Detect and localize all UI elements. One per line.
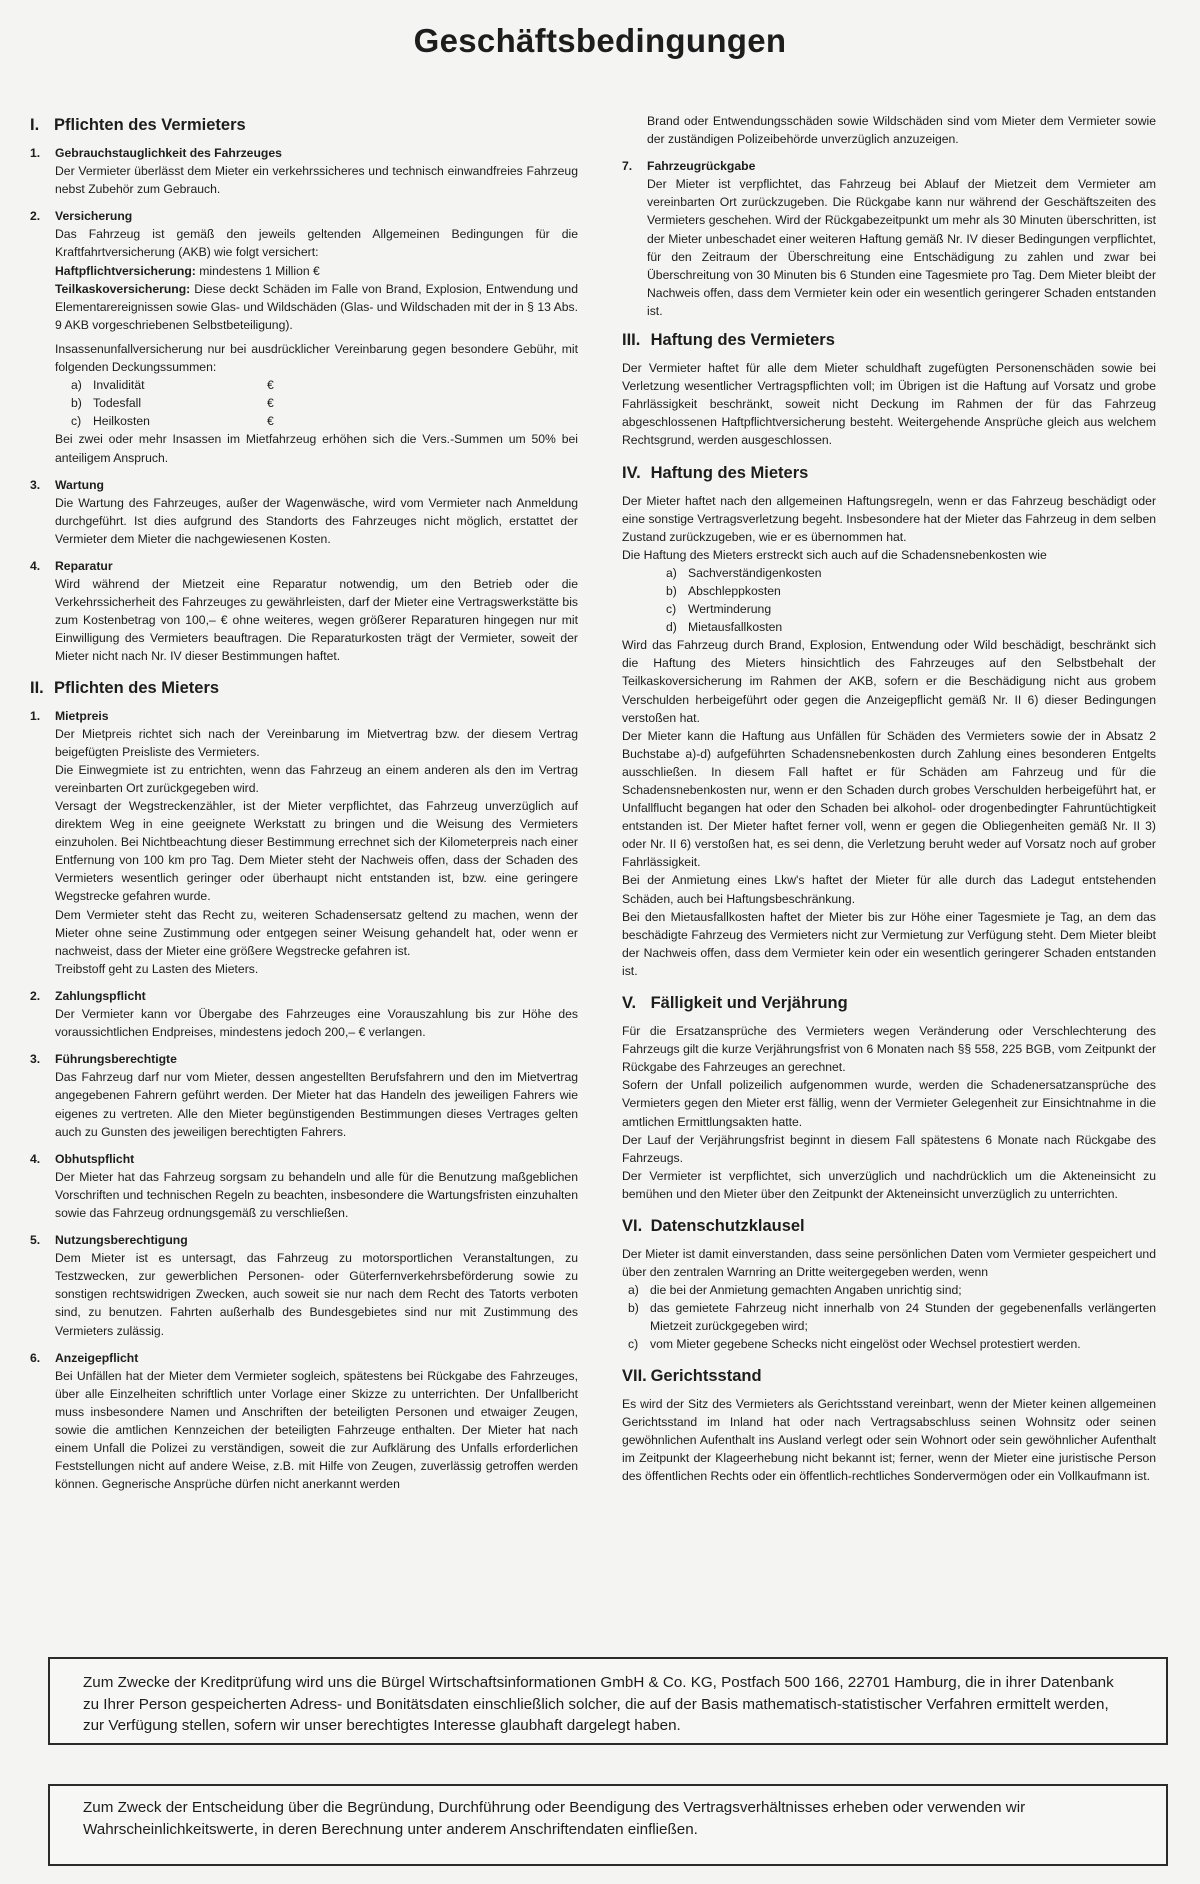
clause-heading: Gebrauchstauglichkeit des Fahrzeuges	[55, 146, 282, 160]
section-heading: IV. Haftung des Mieters	[622, 463, 809, 482]
section-datenschutz	[622, 1215, 1156, 1354]
clause-text: Brand oder Entwendungsschäden sowie Wildschäden sind vom Mieter dem Vermieter sowie der zuständigen Polizeibehörde unverzüglich anzuzeigen.	[647, 114, 1156, 147]
section-text: Für die Ersatzansprüche des Vermieters wegen Veränderung oder Verschlechterung des Fahrzeugs gilt die kurze Verjährungsfrist von 6 Monaten nach §§ 558, 225 BGB, vom Zeitpunkt der Rückgabe des Fahrzeuges an gerechnet.	[622, 1024, 1156, 1075]
clause-text: Der Mieter ist verpflichtet, das Fahrzeug bei Ablauf der Mietzeit dem Vermieter am vereinbarten Ort zurückzugeben. Die Rückgabe kann nur während der Geschäftszeiten des Vermieters geschehen. Wird der Rückgabezeitpunkt um mehr als 30 Minuten überschritten, ist der Mieter unbeschadet einer weiteren Haftung gemäß Nr. IV dieser Bedingungen verpflichtet, für den Zeitraum der Überschreitung eine Entschädigung zu zahlen und zwar bei Überschreitung von 30 Minuten bis 6 Stunden eine Tagesmiete pro Tag. Dem Mieter bleibt der Nachweis offen, dass dem Vermieter kein oder ein wesentlich geringerer Schaden entstanden ist.	[647, 177, 1156, 318]
deckungssummen-list	[55, 376, 578, 430]
section-text: Die Haftung des Mieters erstreckt sich auch auf die Schadensnebenkosten wie	[622, 547, 1047, 562]
clause-heading: Führungsberechtigte	[55, 1052, 177, 1067]
page-title: Geschäftsbedingungen	[413, 22, 787, 59]
section-text: Der Mieter kann die Haftung aus Unfällen für Schäden des Vermieters sowie der in Absatz 2 Buchstabe a)-d) aufgeführten Schadensnebenkosten durch Zahlung eines besonderen Entgelts ausschließen. In diesem Fall haftet er für Schäden am Fahrzeug und für die Schadensnebenkosten nur, wenn er den Schaden durch grobes Verschulden herbeigeführt hat, er Unfallflucht begangen hat oder den Schaden bei alkohol- oder drogenbedingter Fahruntüchtigkeit entstanden ist. Der Mieter haftet ferner voll, wenn er gegen die Obliegenheiten gemäß Nr. II 3) oder Nr. II 6) verstoßen hat, es sei denn, die Verletzung beruht weder auf Vorsatz noch auf grober Fahrlässigkeit.	[622, 728, 1156, 870]
section-vermieter-pflichten	[30, 114, 578, 666]
list-item: b) Abschleppkosten	[666, 583, 781, 598]
clause-wartung: 3. Wartung Die Wartung des Fahrzeuges, außer der Wagenwäsche, wird vom Vermieter nach Anmeldung durchgeführt. Ist dies aufgrund des Standorts des Fahrzeuges nicht möglich, erstattet der Vermieter dem Mieter die nachgewiesenen Kosten.	[30, 476, 578, 548]
section-text: Der Vermieter ist verpflichtet, sich unverzüglich und nachdrücklich um die Akteneinsicht zu bemühen und den Mieter über den Zeitpunkt der Akteneinsicht unverzüglich zu unterrichten.	[622, 1168, 1156, 1201]
clause-text: Haftpflichtversicherung: mindestens 1 Million €	[55, 263, 320, 278]
section-heading: VII. Gerichtsstand	[622, 1366, 762, 1385]
section-text: Der Lauf der Verjährungsfrist beginnt in diesem Fall spätestens 6 Monate nach Rückgabe des Fahrzeugs.	[622, 1132, 1156, 1165]
list-item: d) Mietausfallkosten	[666, 620, 783, 635]
section-text: Der Vermieter haftet für alle dem Mieter schuldhaft zugefügten Personenschäden sowie bei Verletzung wesentlicher Vertragspflichten voll; im Übrigen ist die Haftung auf Vorsatz und grobe Fahrlässigkeit beschränkt, soweit nicht Deckung im Rahmen der für das Fahrzeug abgeschlossenen Haftpflichtversicherung besteht. Weitergehende Ansprüche gleich aus welchem Rechtsgrund, werden ausgeschlossen.	[622, 361, 1156, 448]
clause-heading: Anzeigepflicht	[55, 1350, 139, 1365]
clause-text: Der Mieter hat das Fahrzeug sorgsam zu behandeln und alle für die Benutzung maßgeblichen Vorschriften und technischen Regeln zu beachten, insbesondere die Wartungsfristen einzuhalten sowie das Fahrzeug ordnungsgemäß zu verschließen.	[55, 1169, 578, 1220]
clause-text: Die Einwegmiete ist zu entrichten, wenn das Fahrzeug an einem anderen als den im Vertrag vereinbarten Ort zurückgegeben wird.	[55, 762, 578, 795]
clause-text: Dem Mieter ist es untersagt, das Fahrzeug zu motorsportlichen Veranstaltungen, zu Testzwecken, zur gewerblichen Personen- oder Güterfernverkehrsbeförderung sowie zu sonstigen rechtswidrigen Zwecken, auch soweit sie nur nach dem Recht des Tatorts verboten sind, zu benutzen. Fahrten außerhalb des Bundesgebietes sind nur mit Zustimmung des Vermieters zulässig.	[55, 1251, 578, 1338]
clause-heading: Fahrzeugrückgabe	[647, 159, 756, 174]
clause-heading: Mietpreis	[55, 708, 109, 723]
clause-versicherung: 2. Versicherung Das Fahrzeug ist gemäß den jeweils geltenden Allgemeinen Bedingungen für die Kraftfahrtversicherung (AKB) wie folgt versichert: Haftpflichtversicherung: mindestens 1 Million € Teilkaskoversicherung: Diese deckt Schäden im Falle von Brand, Explosion, Entwendung und Elementarereignissen sowie Glas- und Wildschäden (Glas- und Wildschaden mit der in § 13 Abs. 9 AKB vorgeschriebenen Selbstbeteiligung). Insassenunfallversicherung nur bei ausdrücklicher Vereinbarung gegen besondere Gebühr, mit folgenden Deckungssummen: a) Invalidität € b) Todesfall € c) Heilkosten € Bei zwei oder mehr Insassen im Mietfahrzeug erhöhen sich die Vers.-Summen um 50% bei anteiligem Anspruch.	[30, 207, 578, 466]
list-item: c) Wertminderung	[666, 602, 772, 617]
list-item: a) die bei der Anmietung gemachten Angaben unrichtig sind;	[628, 1283, 962, 1298]
clause-text: Bei Unfällen hat der Mieter dem Vermieter sogleich, spätestens bei Rückgabe des Fahrzeuges, über alle Einzelheiten schriftlich unter Vorlage einer Skizze zu unterrichten. Der Unfallbericht muss insbesondere Namen und Anschriften der beteiligten Personen und etwaiger Zeugen, sowie die amtlichen Kennzeichen der beteiligten Fahrzeuge enthalten. Der Mieter hat nach einem Unfall die Polizei zu verständigen, soweit die zur Aufklärung des Unfalls erforderlichen Feststellungen nicht auf andere Weise, z.B. mit Hilfe von Zeugen, zuverlässig getroffen werden können. Gegnerische Ansprüche dürfen nicht anerkannt werden	[55, 1368, 578, 1492]
clause-text: Das Fahrzeug ist gemäß den jeweils geltenden Allgemeinen Bedingungen für die Kraftfahrtversicherung (AKB) wie folgt versichert:	[55, 227, 578, 260]
clause-text: Teilkaskoversicherung: Diese deckt Schäden im Falle von Brand, Explosion, Entwendung und Elementarereignissen sowie Glas- und Wildschäden (Glas- und Wildschaden mit der in § 13 Abs. 9 AKB vorgeschriebenen Selbstbeteiligung).	[55, 281, 578, 332]
credit-check-notice	[48, 1657, 1168, 1745]
section-text: Bei der Anmietung eines Lkw's haftet der Mieter für alle durch das Ladegut entstehenden Schäden, auch bei Haftungsbeschränkung.	[622, 873, 1156, 906]
clause-heading: Wartung	[55, 477, 104, 492]
notice-text: Zum Zwecke der Kreditprüfung wird uns die Bürgel Wirtschaftsinformationen GmbH & Co. KG, Postfach 500 166, 22701 Hamburg, die in ihrer Datenbank zu Ihrer Person gespeicherten Adress- und Bonitätsdaten einschließlich solcher, die auf der Basis mathematisch-statistischer Verfahren ermittelt werden, zur Verfügung stellen, sofern wir unser berechtigtes Interesse glaubhaft dargelegt haben.	[83, 1674, 1114, 1734]
list-item: a) Sachverständigenkosten	[666, 565, 822, 580]
section-heading: II. Pflichten des Mieters	[30, 678, 220, 697]
clause-zahlungspflicht: 2. Zahlungspflicht Der Vermieter kann vor Übergabe des Fahrzeuges eine Vorauszahlung bis zur Höhe des voraussichtlichen Endpreises, mindestens jedoch 200,– € verlangen.	[30, 987, 578, 1041]
list-item: c) vom Mieter gegebene Schecks nicht eingelöst oder Wechsel protestiert werden.	[628, 1337, 1081, 1352]
clause-text: Versagt der Wegstreckenzähler, ist der Mieter verpflichtet, das Fahrzeug unverzüglich auf direktem Weg in eine geeignete Werkstatt zu bringen und die Weisung des Vermieters einzuholen. Bei Nichtbeachtung dieser Bestimmung errechnet sich der Kilometerpreis nach einer Entfernung von 100 km pro Tag. Dem Mieter steht der Nachweis offen, dass der Schaden des Vermieters wesentlich geringer oder überhaupt nicht entstanden ist, bzw. eine geringere Wegstrecke gefahren wurde.	[55, 799, 578, 904]
clause-obhutspflicht: 4. Obhutspflicht Der Mieter hat das Fahrzeug sorgsam zu behandeln und alle für die Benutzung maßgeblichen Vorschriften und technischen Regeln zu beachten, insbesondere die Wartungsfristen einzuhalten sowie das Fahrzeug ordnungsgemäß zu verschließen.	[30, 1150, 578, 1222]
clause-heading: Obhutspflicht	[55, 1151, 135, 1166]
clause-nutzungsberechtigung: 5. Nutzungsberechtigung Dem Mieter ist es untersagt, das Fahrzeug zu motorsportlichen Veranstaltungen, zu Testzwecken, zur gewerblichen Personen- oder Güterfernverkehrsbeförderung sowie zu sonstigen rechtswidrigen Zwecken, auch soweit sie nur nach dem Recht des Tatorts verboten sind, zu benutzen. Fahrten außerhalb des Bundesgebietes sind nur mit Zustimmung des Vermieters zulässig.	[30, 1231, 578, 1340]
clause-heading: Versicherung	[55, 209, 133, 224]
section-faelligkeit	[622, 992, 1156, 1203]
clause-text: Treibstoff geht zu Lasten des Mieters.	[55, 961, 259, 976]
section-heading: III. Haftung des Vermieters	[622, 331, 835, 350]
clause-fuehrungsberechtigte: 3. Führungsberechtigte Das Fahrzeug darf nur vom Mieter, dessen angestellten Berufsfahrern und den im Mietvertrag angegebenen Fahrern geführt werden. Der Mieter hat das Handeln des jeweiligen Fahrers wie eigenes zu vertreten. Alle den Mieter begünstigenden Bestimmungen dieses Vertrages gelten auch zu Gunsten des jeweiligen berechtigten Fahrers.	[30, 1050, 578, 1140]
section-text: Der Mieter haftet nach den allgemeinen Haftungsregeln, wenn er das Fahrzeug beschädigt oder eine sonstige Vertragsverletzung begeht. Insbesondere hat der Mieter das Fahrzeug in dem selben Zustand zurückzugeben, wie er es übernommen hat.	[622, 493, 1156, 544]
section-text: Wird das Fahrzeug durch Brand, Explosion, Entwendung oder Wild beschädigt, beschränkt sich die Haftung des Mieters hinsichtlich des Fahrzeuges auf den Selbstbehalt der Teilkaskoversicherung im Rahmen der AKB, sofern er die Beschädigung nicht aus grobem Verschulden herbeigeführt oder gegen die Anzeigepflicht gemäß Nr. II 6) dieser Bedingungen verstoßen hat.	[622, 638, 1156, 725]
list-item: b) das gemietete Fahrzeug nicht innerhalb von 24 Stunden der gegebenenfalls verlängerten Mietzeit zurückgegeben wird;	[628, 1301, 1156, 1334]
section-gerichtsstand	[622, 1365, 1156, 1485]
list-item: c) Heilkosten €	[71, 414, 274, 429]
list-item: a) Invalidität €	[71, 378, 274, 393]
section-haftung-mieter	[622, 462, 1156, 981]
section-text: Der Mieter ist damit einverstanden, dass seine persönlichen Daten vom Vermieter gespeichert und über den zentralen Warnring an Dritte weitergegeben werden, wenn	[622, 1246, 1156, 1280]
clause-text: Insassenunfallversicherung nur bei ausdrücklicher Vereinbarung gegen besondere Gebühr, mit folgenden Deckungssummen:	[55, 341, 578, 375]
section-text: Es wird der Sitz des Vermieters als Gerichtsstand vereinbart, wenn der Mieter keinen allgemeinen Gerichtsstand im Inland hat oder nach Vertragsabschluss seinen Wohnsitz oder seinen gewöhnlichen Aufenthalt ins Ausland verlegt oder sein Wohnort oder sein gewöhnlicher Aufenthalt im Zeitpunkt der Klageerhebung nicht bekannt ist; ferner, wenn der Mieter eine juristische Person des öffentlichen Rechts oder ein öffentlich-rechtliches Sondervermögen oder ein Vollkaufmann ist.	[622, 1396, 1156, 1483]
clause-text: Der Vermieter kann vor Übergabe des Fahrzeuges eine Vorauszahlung bis zur Höhe des voraussichtlichen Endpreises, mindestens jedoch 200,– € verlangen.	[55, 1007, 578, 1040]
section-text: Bei den Mietausfallkosten haftet der Mieter bis zur Höhe einer Tagesmiete je Tag, an dem das beschädigte Fahrzeug des Vermieters nicht zur Vermietung zur Verfügung steht. Dem Mieter bleibt der Nachweis offen, dass dem Vermieter kein oder ein wesentlich geringerer Schaden entstanden ist.	[622, 909, 1156, 978]
clause-heading: Nutzungsberechtigung	[55, 1233, 188, 1248]
left-column	[30, 108, 578, 1504]
section-heading: VI. Datenschutzklausel	[622, 1216, 805, 1235]
schadensnebenkosten-list	[622, 564, 1156, 636]
section-text: Sofern der Unfall polizeilich aufgenommen wurde, werden die Schadenersatzansprüche des Vermieters gegen den Mieter erst fällig, wenn der Vermieter Gelegenheit zur Einsichtnahme in die amtlichen Ermittlungsakten hatte.	[622, 1078, 1156, 1129]
clause-text: Wird während der Mietzeit eine Reparatur notwendig, um den Betrieb oder die Verkehrssicherheit des Fahrzeuges zu gewährleisten, darf der Mieter eine Vertragswerkstätte bis zum Kostenbetrag von 100,– € ohne weiteres, wegen größerer Reparaturen hingegen nur mit Einwilligung des Vermieters beauftragen. Die Reparaturkosten trägt der Vermieter, soweit der Mieter nicht nach Nr. IV dieser Bestimmungen haftet.	[55, 577, 578, 664]
datenschutz-list	[622, 1281, 1156, 1353]
section-heading: V. Fälligkeit und Verjährung	[622, 994, 848, 1013]
clause-heading: Zahlungspflicht	[55, 988, 146, 1003]
clause-text: Die Wartung des Fahrzeuges, außer der Wagenwäsche, wird vom Vermieter nach Anmeldung durchgeführt. Ist dies aufgrund des Standorts des Fahrzeuges nicht möglich, erstattet der Vermieter dem Mieter die nachgewiesenen Kosten.	[55, 495, 578, 546]
clause-fahrzeugrueckgabe: 7. Fahrzeugrückgabe Der Mieter ist verpflichtet, das Fahrzeug bei Ablauf der Mietzeit dem Vermieter am vereinbarten Ort zurückzugeben. Die Rückgabe kann nur während der Geschäftszeiten des Vermieters geschehen. Wird der Rückgabezeitpunkt um mehr als 30 Minuten überschritten, ist der Mieter unbeschadet einer weiteren Haftung gemäß Nr. IV dieser Bedingungen verpflichtet, für den Zeitraum der Überschreitung eine Entschädigung zu zahlen und zwar bei Überschreitung von 30 Minuten bis 6 Stunden eine Tagesmiete pro Tag. Dem Mieter bleibt der Nachweis offen, dass dem Vermieter kein oder ein wesentlich geringerer Schaden entstanden ist.	[622, 157, 1156, 320]
list-item: b) Todesfall €	[71, 396, 274, 411]
clause-mietpreis: 1. Mietpreis Der Mietpreis richtet sich nach der Vereinbarung im Mietvertrag bzw. der diesem Vertrag beigefügten Preisliste des Vermieters. Die Einwegmiete ist zu entrichten, wenn das Fahrzeug an einem anderen als den im Vertrag vereinbarten Ort zurückgegeben wird. Versagt der Wegstreckenzähler, ist der Mieter verpflichtet, das Fahrzeug unverzüglich auf direktem Weg in eine geeignete Werkstatt zu bringen und die Weisung des Vermieters einzuholen. Bei Nichtbeachtung dieser Bestimmung errechnet sich der Kilometerpreis nach einer Entfernung von 100 km pro Tag. Dem Mieter steht der Nachweis offen, dass der Schaden des Vermieters wesentlich geringer oder überhaupt nicht entstanden ist, bzw. eine geringere Wegstrecke gefahren wurde. Dem Vermieter steht das Recht zu, weiteren Schadensersatz geltend zu machen, wenn der Mieter ohne seine Zustimmung oder entgegen seiner Weisung gehandelt hat, oder wenn er nachweist, dass der Mieter eine größere Wegstrecke gefahren ist. Treibstoff geht zu Lasten des Mieters.	[30, 707, 578, 978]
clause-text: Der Vermieter überlässt dem Mieter ein verkehrssicheres und technisch einwandfreies Fahrzeug nebst Zubehör zum Gebrauch.	[55, 164, 578, 197]
clause-text: Der Mietpreis richtet sich nach der Vereinbarung im Mietvertrag bzw. der diesem Vertrag beigefügten Preisliste des Vermieters.	[55, 726, 578, 759]
probability-notice	[48, 1784, 1168, 1866]
clause-reparatur: 4. Reparatur Wird während der Mietzeit eine Reparatur notwendig, um den Betrieb oder die Verkehrssicherheit des Fahrzeuges zu gewährleisten, darf der Mieter eine Vertragswerkstätte bis zum Kostenbetrag von 100,– € ohne weiteres, wegen größerer Reparaturen hingegen nur mit Einwilligung des Vermieters beauftragen. Die Reparaturkosten trägt der Vermieter, soweit der Mieter nicht nach Nr. IV dieser Bestimmungen haftet.	[30, 557, 578, 666]
clause-text: Das Fahrzeug darf nur vom Mieter, dessen angestellten Berufsfahrern und den im Mietvertrag angegebenen Fahrern geführt werden. Der Mieter hat das Handeln des jeweiligen Fahrers wie eigenes zu vertreten. Alle den Mieter begünstigenden Bestimmungen dieses Vertrages gelten auch zu Gunsten des jeweiligen berechtigten Fahrers.	[55, 1070, 578, 1139]
clause-gebrauchstauglichkeit: 1. Gebrauchstauglichkeit des Fahrzeuges Der Vermieter überlässt dem Mieter ein verkehrssicheres und technisch einwandfreies Fahrzeug nebst Zubehör zum Gebrauch.	[30, 144, 578, 198]
notice-text: Zum Zweck der Entscheidung über die Begründung, Durchführung oder Beendigung des Vertragsverhältnisses erheben oder verwenden wir Wahrscheinlichkeitswerte, in deren Berechnung unter anderem Anschriftendaten einfließen.	[83, 1799, 1026, 1838]
clause-heading: Reparatur	[55, 558, 113, 573]
section-mieter-pflichten	[30, 677, 578, 1494]
clause-anzeigepflicht: 6. Anzeigepflicht Bei Unfällen hat der Mieter dem Vermieter sogleich, spätestens bei Rückgabe des Fahrzeuges, über alle Einzelheiten schriftlich unter Vorlage einer Skizze zu unterrichten. Der Unfallbericht muss insbesondere Namen und Anschriften der beteiligten Personen und etwaiger Zeugen, sowie die amtlichen Kennzeichen der beteiligten Fahrzeuge enthalten. Der Mieter hat nach einem Unfall die Polizei zu verständigen, soweit die zur Aufklärung des Unfalls erforderlichen Feststellungen nicht auf andere Weise, z.B. mit Hilfe von Zeugen, zuverlässig getroffen werden können. Gegnerische Ansprüche dürfen nicht anerkannt werden	[30, 1349, 578, 1494]
clause-text: Dem Vermieter steht das Recht zu, weiteren Schadensersatz geltend zu machen, wenn der Mieter ohne seine Zustimmung oder entgegen seiner Weisung gehandelt hat, oder wenn er nachweist, dass der Mieter eine größere Wegstrecke gefahren ist.	[55, 907, 578, 958]
section-haftung-vermieter	[622, 329, 1156, 449]
clause-anzeigepflicht-continued	[622, 112, 1156, 148]
section-heading: I. Pflichten des Vermieters	[30, 116, 246, 134]
right-column	[622, 112, 1156, 1496]
clause-text: Bei zwei oder mehr Insassen im Mietfahrzeug erhöhen sich die Vers.-Summen um 50% bei anteiligem Anspruch.	[55, 432, 578, 465]
